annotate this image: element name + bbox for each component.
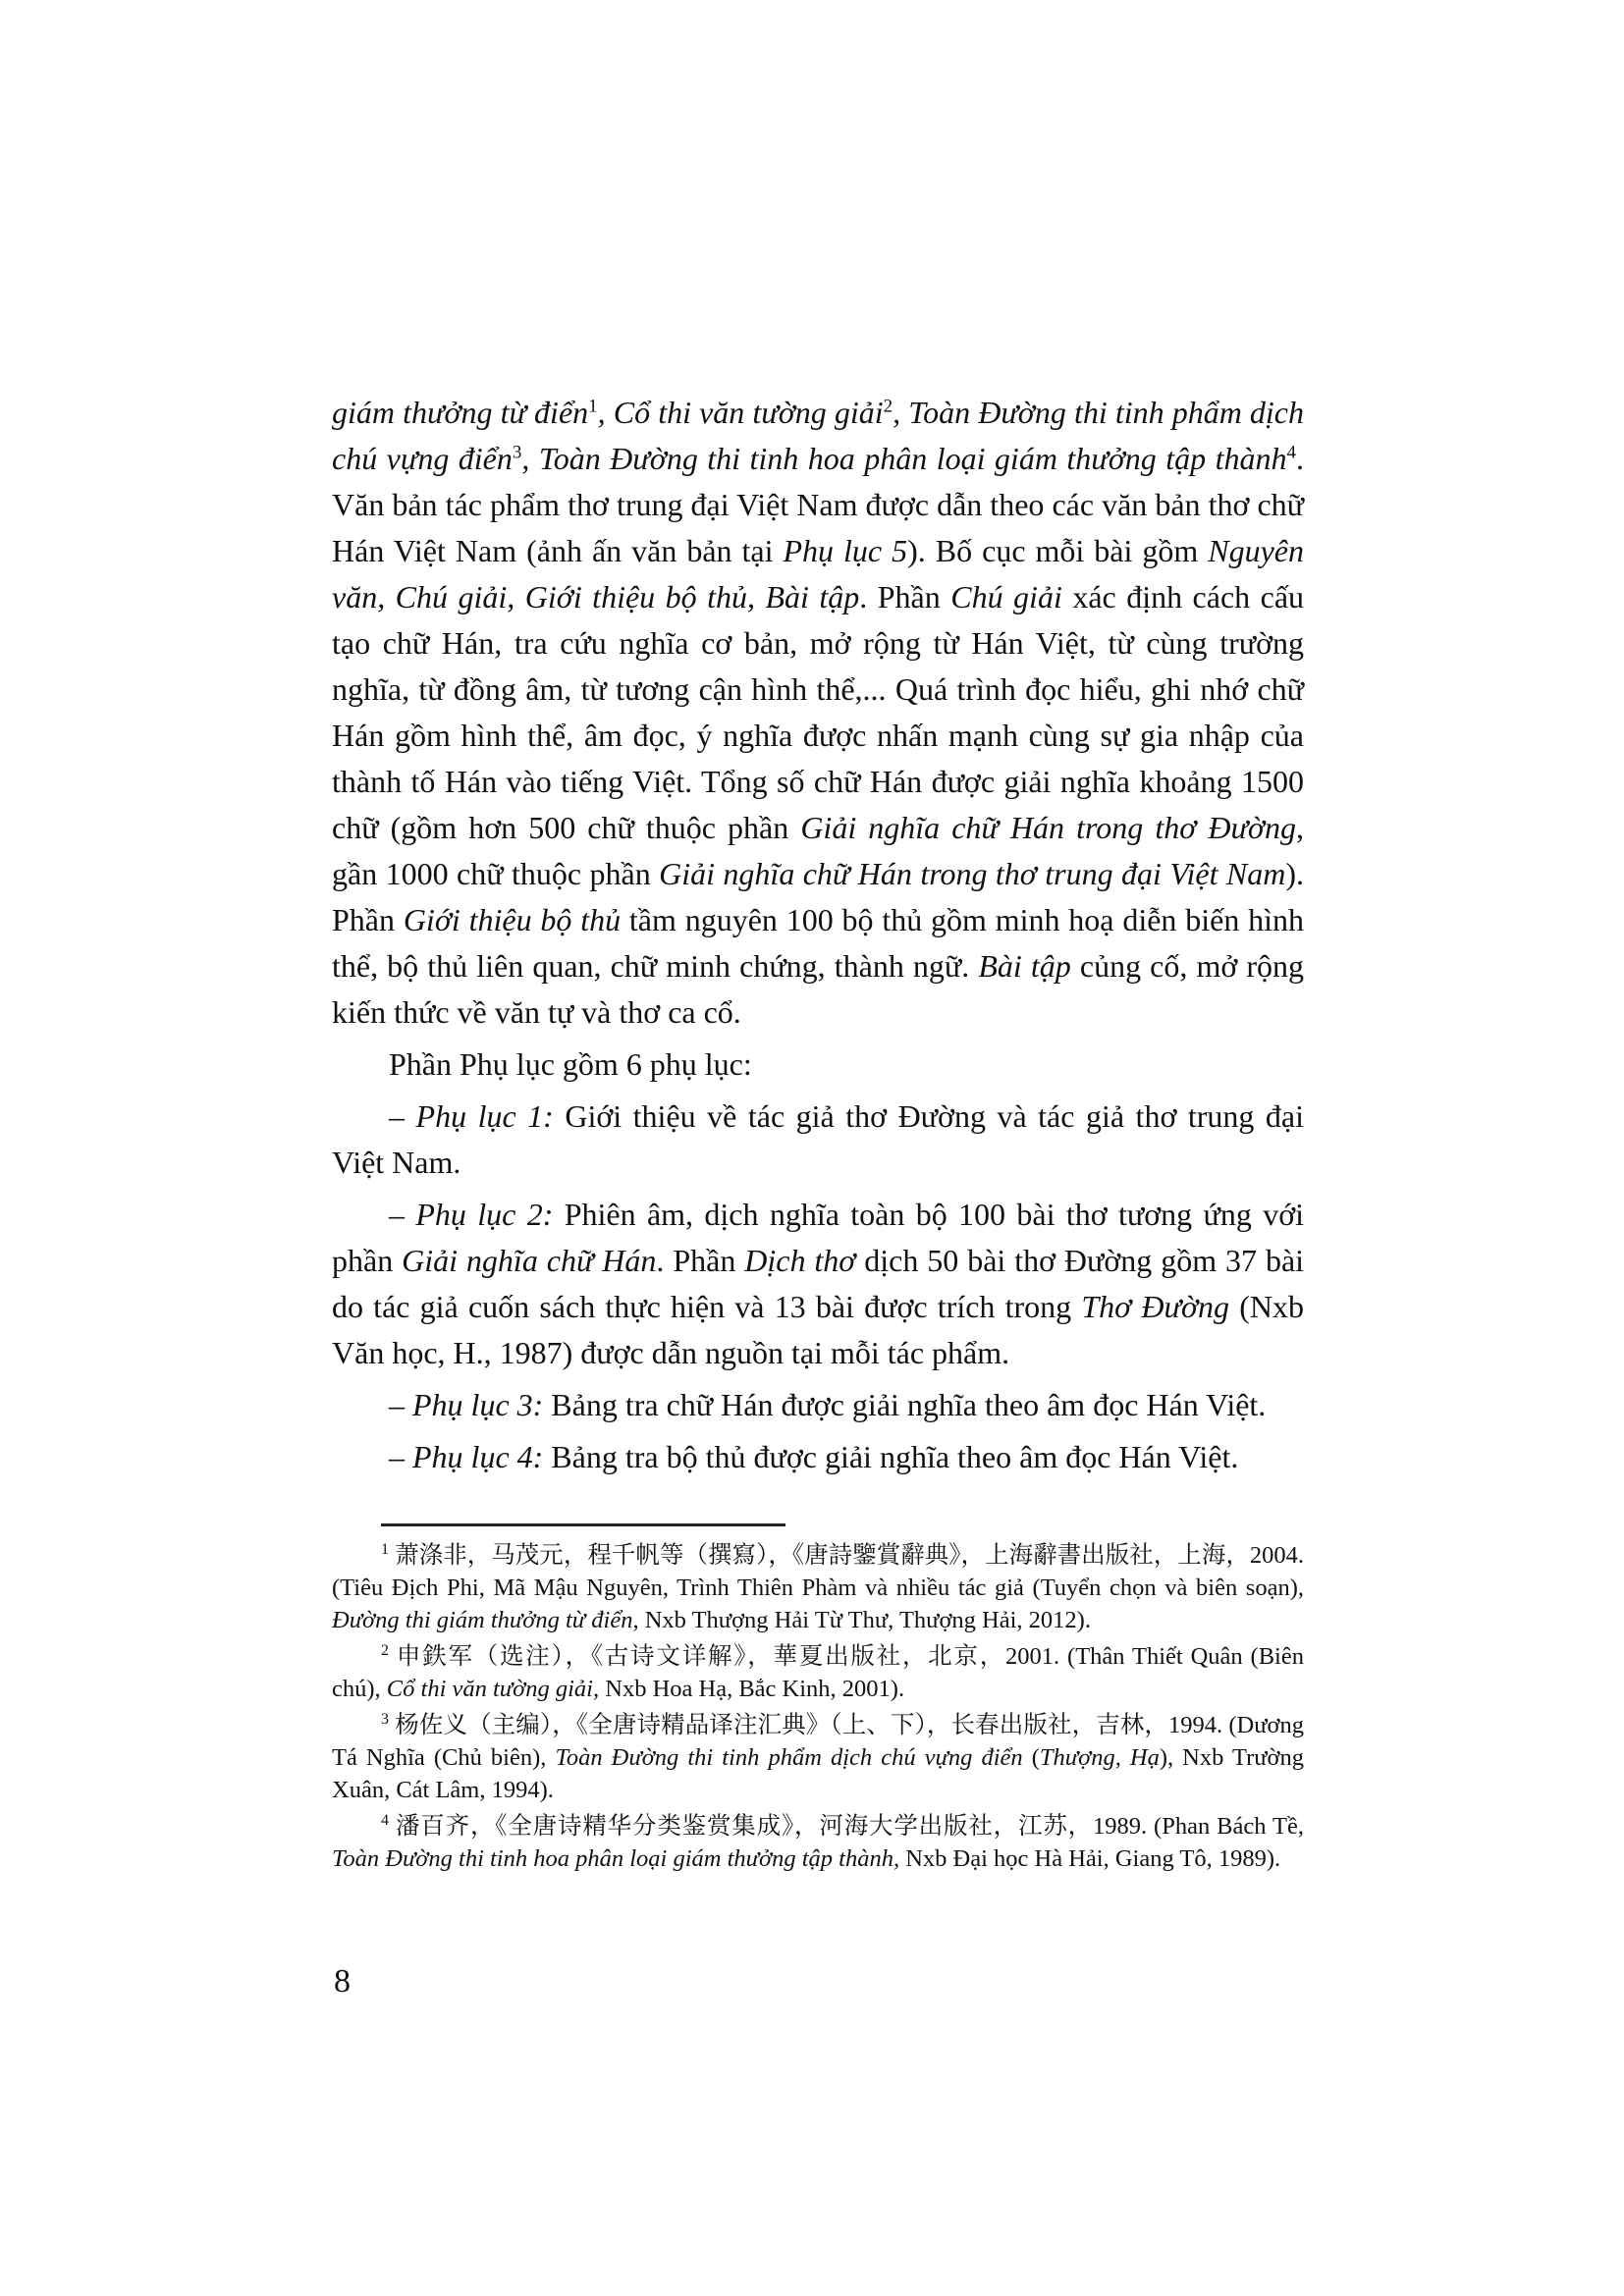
footnote-ref: 3 [381, 1710, 389, 1728]
text-run: Nxb Đại học Hà Hải, Giang Tô, 1989). [899, 1845, 1281, 1872]
footnotes [332, 1539, 1304, 1879]
footnote-separator [381, 1523, 785, 1526]
text-run: . Phần [859, 579, 951, 614]
footnote-ref: 4 [1286, 442, 1297, 463]
italic-text: Giải nghĩa chữ Hán trong thơ trung đại Việt Nam [659, 856, 1286, 891]
footnote [332, 1539, 1304, 1636]
body-paragraph [332, 1041, 1304, 1088]
text-run: 萧涤非，马茂元，程千帆等（撰寫），《唐詩鑒賞辭典》，上海辭書出版社，上海，2004. (Tiêu Địch Phi, Mã Mậu Nguyên, Trình Thiên Phàm và nhiều tác giả (Tuyển chọn và biên soạn), [332, 1542, 1304, 1601]
text-run: – [389, 1098, 416, 1134]
main-text [332, 390, 1304, 1480]
text-run: 申鉄军（选注），《古诗文详解》，華夏出版社，北京，2001. (Thân Thiết Quân (Biên chú), [332, 1643, 1304, 1702]
text-run: tầm nguyên 100 bộ thủ gồm minh hoạ diễn biến hình thể, bộ thủ liên quan, chữ minh chứng, thành ngữ. [332, 902, 1305, 984]
italic-text: Phụ lục 2: [415, 1197, 554, 1232]
page-number: 8 [334, 1963, 351, 2000]
italic-text: Phụ lục 5 [783, 533, 908, 568]
text-run: củng cố, mở rộng kiến thức về văn tự và thơ ca cổ. [332, 948, 1305, 1030]
text-run: Giới thiệu về tác giả thơ Đường và tác giả thơ trung đại Việt Nam. [332, 1098, 1305, 1180]
text-run: – [389, 1387, 412, 1422]
italic-text: Phụ lục 3: [412, 1387, 544, 1422]
footnote-ref: 2 [883, 396, 893, 417]
text-run: ). Bố cục mỗi bài gồm [907, 533, 1209, 568]
appendix-item [332, 1094, 1304, 1186]
footnote-ref: 3 [512, 442, 522, 463]
italic-text: Giới thiệu bộ thủ [403, 902, 622, 937]
italic-text: , Toàn Đường thi tinh hoa phân loại giám thưởng tập thành [521, 441, 1287, 476]
italic-text: Cổ thi văn tường giải, [386, 1676, 600, 1702]
text-run: 潘百齐，《全唐诗精华分类鉴赏集成》，河海大学出版社，江苏，1989. (Phan Bách Tề, [389, 1813, 1304, 1840]
body-paragraph [332, 390, 1304, 1036]
italic-text: Giải nghĩa chữ Hán [402, 1243, 657, 1278]
italic-text: Toàn Đường thi tinh phẩm dịch chú vựng điển [555, 1744, 1023, 1771]
footnote-ref: 2 [381, 1641, 389, 1659]
italic-text: Dịch thơ [744, 1243, 856, 1278]
footnote-ref: 4 [381, 1811, 389, 1829]
appendix-item [332, 1192, 1304, 1376]
text-run: xác định cách cấu tạo chữ Hán, tra cứu nghĩa cơ bản, mở rộng từ Hán Việt, từ cùng trường nghĩa, từ đồng âm, từ tương cận hình thể,... Quá trình đọc hiểu, ghi nhớ chữ Hán gồm hình thể, âm đọc, ý nghĩa được nhấn mạnh cùng sự gia nhập của thành tố Hán vào tiếng Việt. Tổng số chữ Hán được giải nghĩa khoảng 1500 chữ (gồm hơn 500 chữ thuộc phần [332, 579, 1305, 845]
appendix-item [332, 1382, 1304, 1428]
italic-text: Đường thi giám thưởng từ điển, [332, 1607, 639, 1633]
text-run: Phần Phụ lục gồm 6 phụ lục: [389, 1046, 752, 1082]
appendix-item [332, 1434, 1304, 1480]
text-run: – [389, 1197, 416, 1232]
footnote-ref: 1 [588, 396, 598, 417]
text-run: Nxb Hoa Hạ, Bắc Kinh, 2001). [599, 1676, 905, 1702]
text-run: – [389, 1439, 412, 1474]
italic-text: Giải nghĩa chữ Hán trong thơ Đường [800, 810, 1297, 845]
text-run: Bảng tra bộ thủ được giải nghĩa theo âm đọc Hán Việt. [543, 1439, 1239, 1474]
text-run: ), Nxb Trường Xuân, Cát Lâm, 1994). [332, 1744, 1304, 1803]
italic-text: Toàn Đường thi tinh hoa phân loại giám thưởng tập thành, [332, 1845, 900, 1872]
italic-text: Phụ lục 1: [415, 1098, 554, 1134]
footnote [332, 1709, 1304, 1806]
text-run: , gần 1000 chữ thuộc phần [332, 810, 1305, 891]
italic-text: Nguyên văn, Chú giải, Giới thiệu bộ thủ, Bài tập [332, 533, 1304, 614]
footnote-ref: 1 [381, 1540, 389, 1558]
italic-text: giám thưởng từ điển [332, 395, 589, 430]
text-run: dịch 50 bài thơ Đường gồm 37 bài do tác giả cuốn sách thực hiện và 13 bài được trích trong [332, 1243, 1305, 1324]
italic-text: , Toàn Đường thi tinh phẩm dịch chú vựng điển [332, 395, 1305, 476]
text-run: 杨佐义（主编），《全唐诗精品译注汇典》（上、下），长春出版社，吉林，1994. (Dương Tá Nghĩa (Chủ biên), [332, 1712, 1304, 1771]
italic-text: , Cổ thi văn tường giải [597, 395, 884, 430]
text-run: (Nxb Văn học, H., 1987) được dẫn nguồn tại mỗi tác phẩm. [332, 1289, 1305, 1370]
italic-text: Chú giải [950, 579, 1062, 614]
text-run: . Văn bản tác phẩm thơ trung đại Việt Nam được dẫn theo các văn bản thơ chữ Hán Việt Nam (ảnh ấn văn bản tại [332, 441, 1305, 568]
text-run: ). Phần [332, 856, 1305, 937]
italic-text: Thượng, Hạ [1039, 1744, 1160, 1771]
footnote [332, 1640, 1304, 1705]
text-run: Nxb Thượng Hải Từ Thư, Thượng Hải, 2012). [638, 1607, 1091, 1633]
italic-text: Phụ lục 4: [412, 1439, 544, 1474]
footnote [332, 1810, 1304, 1875]
text-run: . Phần [656, 1243, 745, 1278]
italic-text: Bài tập [978, 948, 1071, 984]
text-run: Bảng tra chữ Hán được giải nghĩa theo âm đọc Hán Việt. [543, 1387, 1267, 1422]
italic-text: Thơ Đường [1081, 1289, 1230, 1324]
text-run: Phiên âm, dịch nghĩa toàn bộ 100 bài thơ tương ứng với phần [332, 1197, 1305, 1278]
text-run: ( [1022, 1744, 1040, 1771]
